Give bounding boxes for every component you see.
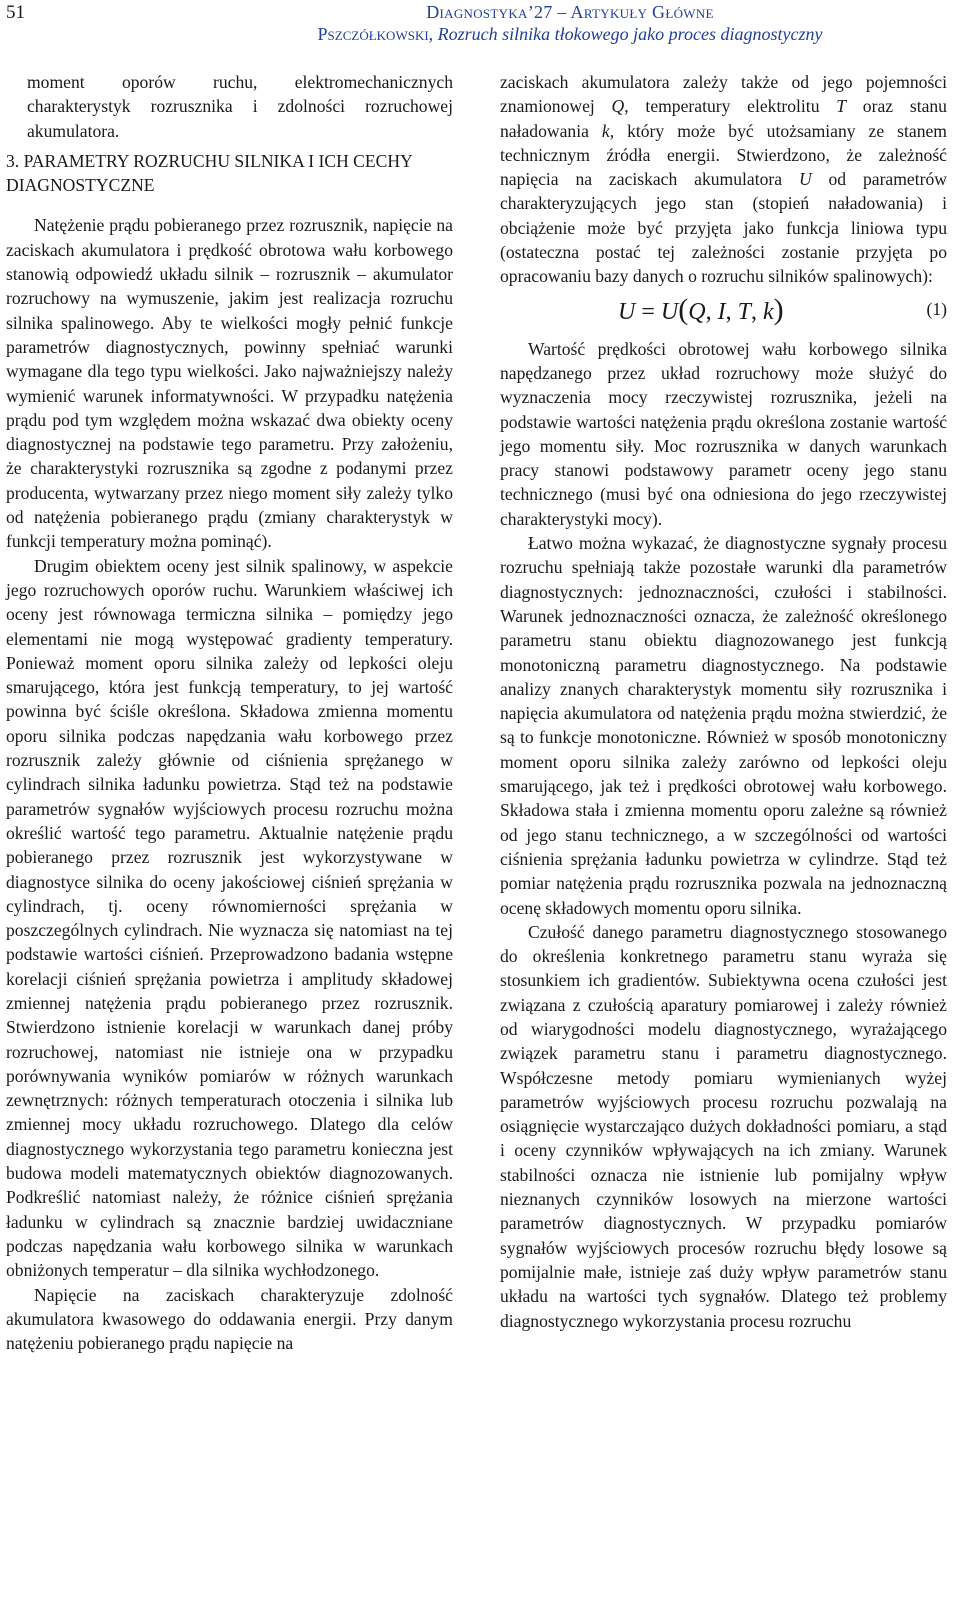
eq-comma: , [750, 298, 757, 325]
eq-paren-right: ) [773, 292, 784, 326]
eq-arg: T [737, 298, 751, 325]
symbol-q: Q [611, 96, 625, 117]
paragraph: Wartość prędkości obrotowej wału korbowego silnika napędzanego przez układ rozruchowy może służyć do wyznaczenia mocy rzeczywistej rozrusznika, jeżeli na podstawie wartości natężenia prądu określona zostanie wartość jego momentu siły. Moc rozrusznika w danych warunkach pracy stanowi podstawowy parametr oceny jego stanu technicznego (musi być ona odniesiona do jego rzeczywistej charakterystyki mocy). [500, 338, 947, 529]
section-title: 3. PARAMETRY ROZRUCHU SILNIKA I ICH CECHY DIAGNOSTYCZNE [6, 150, 413, 196]
eq-arg: k [762, 298, 774, 325]
eq-arg: I [717, 298, 726, 325]
equation-body [618, 293, 784, 327]
eq-equals: = [641, 298, 655, 325]
eq-arg: Q [688, 298, 706, 325]
running-author: Pszczółkowski [317, 24, 429, 44]
eq-comma: , [705, 298, 712, 325]
equation [500, 291, 947, 333]
left-column [6, 70, 453, 1355]
eq-comma: , [725, 298, 732, 325]
eq-lhs: U [618, 298, 636, 325]
text-run: , temperatury elektrolitu [624, 96, 837, 117]
paragraph: Drugim obiektem oceny jest silnik spalinowy, w aspekcie jego rozruchowych oporów ruchu. Warunkiem właściwej ich oceny jest równowaga termiczna silnika – pomiędzy jego elementami nie mogą występować gradienty temperatury. Ponieważ moment oporu silnika zależy od lepkości oleju smarującego, która jest funkcją temperatury, to jej wartość powinna być ściśle określona. Składowa zmienna momentu oporu silnika podczas napędzania wału korbowego przez rozrusznik zależy głównie od ciśnienia sprężanego w cylindrach silnika ładunku powietrza. Stąd też na podstawie parametrów sygnałów wyjściowych procesu rozruchu można określić wartość tego parametru. Aktualnie natężenie prądu pobieranego przez rozrusznik jest wykorzystywane w diagnostyce silnika do oceny jakościowej ciśnień sprężania w cylindrach, tj. oceny równomierności sprężania w poszczególnych cylindrach. Nie wyznacza się natomiast na tej podstawie wartości ciśnień. Przeprowadzono badania wstępne korelacji ciśnień sprężania powietrza i amplitudy składowej zmiennej natężenia prądu pobieranego przez rozrusznik. Stwierdzono istnienie korelacji w warunkach danej próby rozruchowej, natomiast nie istnieje ona w przypadku porównywania wyników pomiarów w różnych warunkach zewnętrznych: różnych temperaturach otoczenia i silnika lub zmiennej mocy układu rozruchowego. Dlatego dla celów diagnostycznego wykorzystania tego parametru konieczna jest budowa modeli matematycznych obiektów diagnozowanych. Podkreślić natomiast należy, że różnice ciśnień sprężania ładunku w cylindrach są znacznie bardziej uwidaczniane podczas napędzania wału korbowego silnika w warunkach obniżonych temperatur – dla silnika wychłodzonego. [6, 555, 453, 1281]
running-header: Pszczółkowski, Rozruch silnika tłokowego jako proces diagnostyczny [317, 24, 823, 44]
paragraph: Napięcie na zaciskach charakteryzuje zdolność akumulatora kwasowego do oddawania energii. Przy danym natężeniu pobieranego prądu napięcie na [6, 1284, 453, 1354]
symbol-t: T [836, 96, 847, 117]
page-number: 51 [6, 2, 25, 23]
paragraph: Czułość danego parametru diagnostycznego stosowanego do określenia konkretnego parametru stanu wyraża się stosunkiem ich gradientów. Subiektywna ocena czułości jest związana z czułością aparatury pomiarowej i zależy również od wiarygodności modelu diagnostycznego, wyrażającego związek parametru stanu i parametru diagnostycznego. Współczesne metody pomiaru wymienianych wyżej parametrów wyjściowych procesu rozruchu pozwalają na osiągnięcie wystarczająco dużych dokładności pomiaru, a stąd i oceny czynników wpływających na ich zmiany. Warunek stabilności oznacza nie istnienie lub pomijalny wpływ nieznanych czynników losowych na mierzone wartości parametrów diagnostycznych. W przypadku pomiarów sygnałów wyjściowych procesów rozruchu błędy losowe są pomijalnie małe, istnieje zaś duży wpływ parametrów stanu układu na wartości tych sygnałów. Dlatego też problemy diagnostycznego wykorzystania procesu rozruchu [500, 921, 947, 1331]
symbol-u: U [798, 169, 812, 190]
journal-title: Diagnostyka’27 – Artykuły Główne [426, 2, 714, 22]
eq-function: U [660, 298, 679, 325]
running-title: Rozruch silnika tłokowego jako proces diagnostyczny [437, 24, 823, 44]
eq-paren-left: ( [678, 292, 689, 326]
right-column [500, 70, 947, 1333]
intro-paragraph: moment oporów ruchu, elektromechanicznych charakterystyk rozrusznika i zdolności rozruchowej akumulatora. [27, 72, 453, 141]
paragraph: Natężenie prądu pobieranego przez rozrusznik, napięcie na zaciskach akumulatora i prędkość obrotowa wału korbowego stanowią odpowiedź układu silnik – rozrusznik – akumulator rozruchowy na wymuszenie, jakim jest realizacja rozruchu silnika spalinowego. Aby te wielkości mogły pełnić funkcje parametrów diagnostycznych, powinny spełniać warunki wymagane dla tego typu wielkości. Jako najważniejszy należy wymienić warunek informatywności. W przypadku natężenia prądu pod tym względem można wskazać dwa obiekty oceny diagnostycznej na podstawie tego parametru. Przy założeniu, że charakterystyki rozrusznika są zgodne z podanymi przez producenta, wytwarzany przez niego moment siły zależy tylko od natężenia pobieranego prądu (zmiany charakterystyk w funkcji temperatury można pominąć). [6, 215, 453, 552]
symbol-k: k [601, 120, 610, 141]
page-header [0, 0, 960, 60]
text-run: oraz stanu naładowania [500, 96, 947, 141]
text-run: od parametrów charakteryzujących jego stan (stopień naładowania) i obciążenie może być przyjęta jako funkcja liniowa typu (ostateczna postać tej zależności zostanie przyjęta po opracowaniu bazy danych o rozruchu silników spalinowych): [500, 169, 947, 287]
equation-number: (1) [926, 298, 947, 319]
text-run: zaciskach akumulatora zależy także od jego pojemności znamionowej [500, 72, 947, 117]
paragraph-continued [500, 70, 947, 289]
paragraph: Łatwo można wykazać, że diagnostyczne sygnały procesu rozruchu spełniają także pozostałe warunki dla parametrów diagnostycznych: jednoznaczności, czułości i stabilności. Warunek jednoznaczności oznacza, że zależność określonego parametru stanu obiektu diagnozowanego jest funkcją monotoniczną parametru diagnostycznego. Na podstawie analizy znanych charakterystyk momentu siły rozrusznika i napięcia akumulatora od natężenia prądu można stwierdzić, że są to funkcje monotoniczne. Również w sposób monotoniczny moment oporu silnika zależy zarówno od lepkości oleju smarującego, jak też i prędkości obrotowej wału korbowego. Składowa stała i zmienna momentu oporu zależne są również od jego stanu technicznego, a w szczególności od wartości ciśnienia sprężania ładunku powietrza w cylindrze. Stąd też pomiar natężenia prądu rozrusznika pozwala na jednoznaczną ocenę składowych momentu oporu silnika. [500, 533, 947, 918]
text-run: , który może być utożsamiany ze stanem technicznym źródła energii. Stwierdzono, że zależność napięcia na zaciskach akumulatora [500, 120, 947, 190]
